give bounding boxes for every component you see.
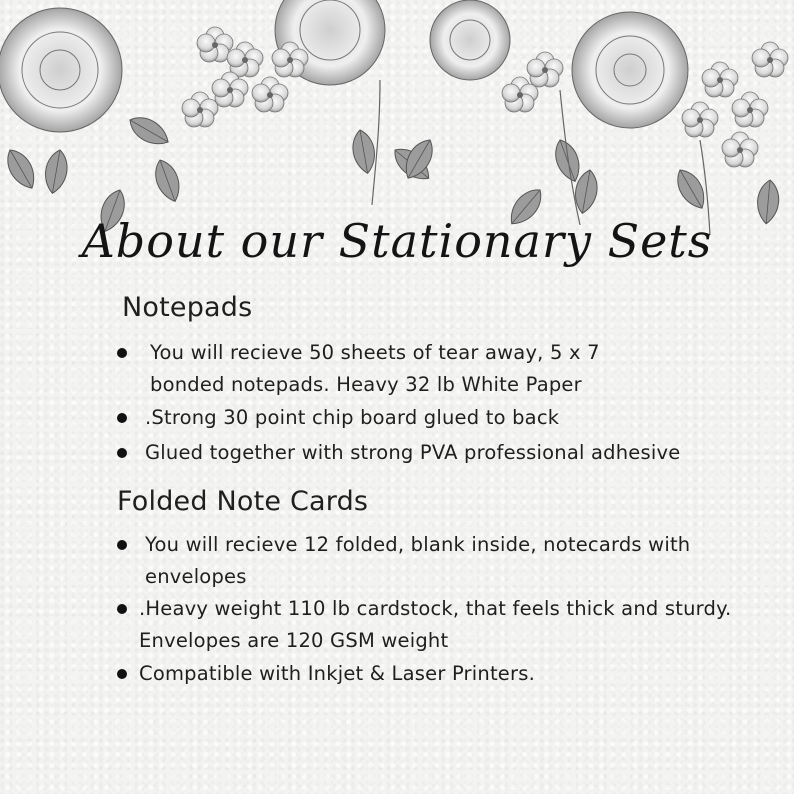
- bullet-icon: [117, 669, 127, 679]
- bullet-icon: [117, 448, 127, 458]
- list-item-line: Glued together with strong PVA professional adhesive: [145, 441, 681, 464]
- section-heading-notepads: Notepads: [122, 292, 253, 323]
- list-item: [139, 658, 535, 690]
- floral-border-icon: [0, 0, 794, 250]
- list-item-line: You will recieve 50 sheets of tear away, 5 x 7: [150, 341, 600, 364]
- list-item-line: .Strong 30 point chip board glued to back: [145, 406, 560, 429]
- list-item-line: envelopes: [145, 565, 247, 588]
- bullet-icon: [117, 348, 127, 358]
- list-item-line: .Heavy weight 110 lb cardstock, that feels thick and sturdy.: [139, 597, 732, 620]
- bullet-icon: [117, 540, 127, 550]
- section-heading-folded-note-cards: Folded Note Cards: [117, 486, 369, 517]
- bullet-icon: [117, 604, 127, 614]
- list-item-line: Compatible with Inkjet & Laser Printers.: [139, 662, 535, 685]
- list-item: [145, 437, 680, 469]
- list-item-line: Envelopes are 120 GSM weight: [139, 629, 449, 652]
- list-item: [145, 402, 559, 434]
- list-item: [150, 337, 600, 401]
- list-item: [139, 593, 731, 657]
- page-title: About our Stationary Sets: [81, 214, 713, 268]
- list-item-line: bonded notepads. Heavy 32 lb White Paper: [150, 373, 582, 396]
- list-item: [145, 529, 690, 593]
- bullet-icon: [117, 413, 127, 423]
- list-item-line: You will recieve 12 folded, blank inside, notecards with: [145, 533, 691, 556]
